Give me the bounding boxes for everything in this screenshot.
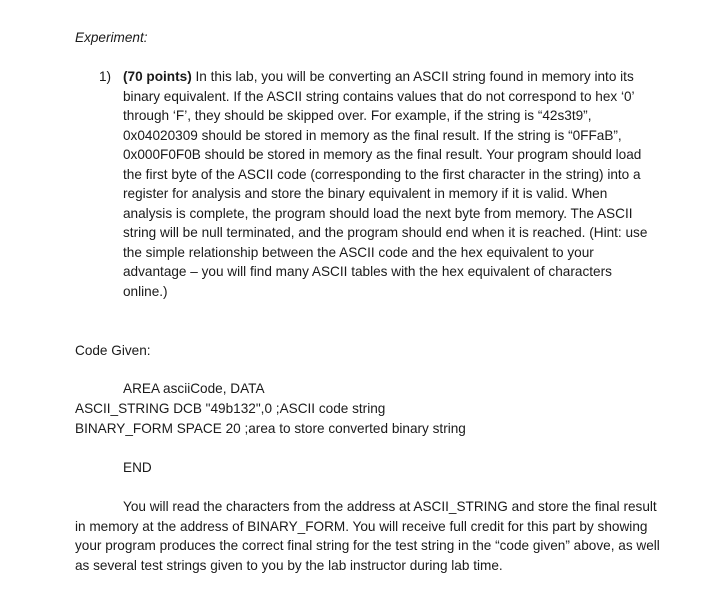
code-given-label: Code Given: [75,343,151,358]
code-line-binary-form: BINARY_FORM SPACE 20 ;area to store converted binary string [75,421,466,436]
code-line-ascii-string: ASCII_STRING DCB "49b132",0 ;ASCII code string [75,401,386,416]
item-text: In this lab, you will be converting an ASCII string found in memory into its binary equivalent. If the ASCII string contains values that do not correspond to hex ‘0’ through ‘F’, they should be skipped over. For example, if the string is “42s3t9”, 0x04020309 should be stored in memory as the final result. If the string is “0FFaB”, 0x000F0F0B should be stored in memory as the final result. Your program should load the first byte of the ASCII code (corresponding to the first character in the string) into a register for analysis and store the binary equivalent in memory if it is valid. When analysis is complete, the program should load the next byte from memory. The ASCII string will be null terminated, and the program should end when it is reached. (Hint: use the simple relationship between the ASCII code and the hex equivalent to your advantage – you will find many ASCII tables with the hex equivalent of characters online.) [123,69,648,299]
code-line-end: END [123,460,152,475]
item-number: 1) [99,69,112,84]
points-label: (70 points) [123,69,192,84]
closing-text: You will read the characters from the address at ASCII_STRING and store the final result in memory at the address of BINARY_FORM. You will receive full credit for this part by showing your program produces the correct final string for the test string in the “code given” above, as well as several test strings given to you by the lab instructor during lab time. [75,499,660,573]
code-line-area: AREA asciiCode, DATA [123,381,265,396]
item-paragraph [123,67,659,301]
experiment-heading: Experiment: [75,30,148,45]
closing-paragraph [75,497,665,575]
